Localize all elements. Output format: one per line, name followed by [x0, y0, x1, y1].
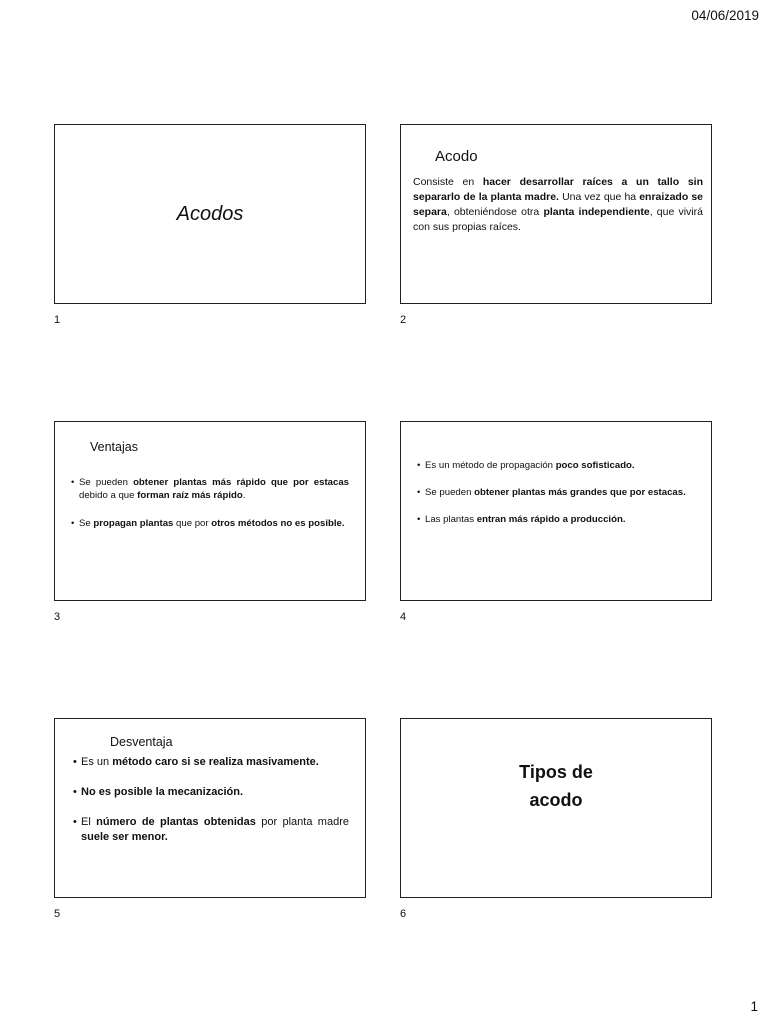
title-line: acodo [529, 790, 583, 810]
title-line: Tipos de [519, 762, 593, 782]
bullet-item [417, 459, 695, 472]
text-run-bold: obtener plantas más rápido que por estacas [133, 477, 349, 488]
slide-1 [54, 124, 366, 304]
text-run-bold: hacer desarrollar raíces a un tallo sin separarlo de la planta madre. [413, 176, 703, 203]
slide-3 [54, 421, 366, 601]
text-run: Es un [81, 756, 113, 768]
slide-5-bullet-list [73, 755, 349, 860]
text-run: . [242, 490, 246, 501]
text-run: Consiste en [413, 176, 483, 188]
slide-6 [400, 718, 712, 898]
bullet-item [73, 755, 349, 770]
slide-number-6: 6 [400, 908, 407, 920]
text-run-bold: número de plantas obtenidas [96, 816, 256, 828]
text-run-bold: entran más rápido a producción. [476, 514, 626, 525]
slide-3-title: Ventajas [90, 440, 138, 454]
text-run-bold: propagan plantas [93, 518, 174, 529]
slide-2 [400, 124, 712, 304]
text-run-bold: enraizado se separa [413, 191, 703, 218]
slide-1-title: Acodos [176, 202, 244, 225]
bullet-item [73, 815, 349, 845]
text-run-bold: poco sofisticado. [555, 460, 635, 471]
bullet-item [73, 785, 349, 800]
print-date: 04/06/2019 [691, 8, 759, 23]
slide-2-paragraph [413, 175, 703, 235]
text-run-bold: método caro si se realiza masivamente. [112, 756, 319, 768]
slide-number-5: 5 [54, 908, 61, 920]
slide-3-bullet-list [71, 476, 349, 545]
slide-4-bullet-list [417, 459, 695, 540]
text-run-bold: suele ser menor. [81, 831, 168, 843]
slide-6-title [519, 758, 593, 814]
text-run: que por [173, 518, 212, 529]
text-run: Se pueden [79, 477, 134, 488]
slide-number-2: 2 [400, 314, 407, 326]
bullet-item [417, 486, 695, 499]
slide-number-3: 3 [54, 611, 61, 623]
text-run: debido a que [79, 490, 138, 501]
bullet-item [71, 517, 349, 530]
slide-1-title-wrap [55, 125, 365, 303]
text-run-bold: obtener plantas más grandes que por estacas. [474, 487, 686, 498]
text-run-bold: No es posible la mecanización. [81, 786, 243, 798]
text-run: por planta madre [255, 816, 349, 828]
page-number: 1 [750, 999, 758, 1014]
slide-number-1: 1 [54, 314, 61, 326]
text-run: Las plantas [425, 514, 477, 525]
text-run: El [81, 816, 97, 828]
text-run-bold: otros métodos no es posible. [211, 518, 345, 529]
text-run: , obteniéndose otra [446, 206, 544, 218]
bullet-item [71, 476, 349, 502]
slide-6-title-wrap [401, 719, 711, 897]
slide-number-4: 4 [400, 611, 407, 623]
text-run: Una vez que ha [558, 191, 640, 203]
text-run: , que vivirá con sus propias raíces. [413, 206, 703, 233]
slide-4 [400, 421, 712, 601]
text-run: Es un método de propagación [425, 460, 556, 471]
slide-5 [54, 718, 366, 898]
text-run-bold: planta independiente [543, 206, 650, 218]
text-run-bold: forman raíz más rápido [137, 490, 243, 501]
bullet-item [417, 513, 695, 526]
slide-2-title: Acodo [435, 148, 478, 165]
slide-5-title: Desventaja [110, 735, 173, 749]
text-run: Se [79, 518, 94, 529]
text-run: Se pueden [425, 487, 475, 498]
